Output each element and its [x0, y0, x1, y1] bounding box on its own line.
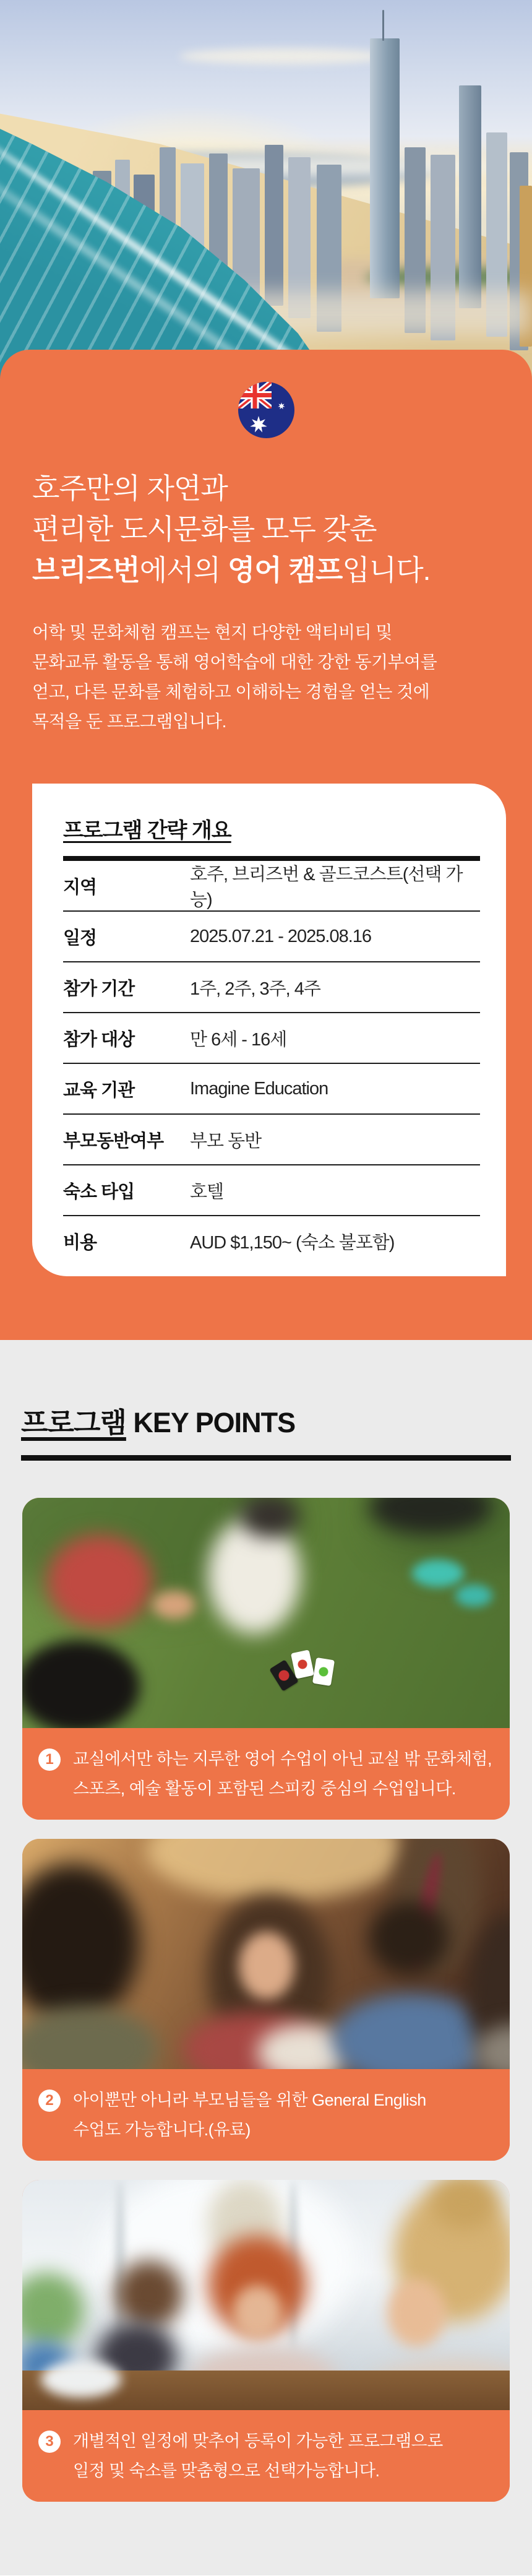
- photo-adults-study-group: [22, 1839, 510, 2069]
- intro-heading-camp: 영어 캠프: [227, 554, 343, 586]
- keypoint-card-3: [22, 2180, 510, 2502]
- keypoint-card-1: [22, 1498, 510, 1820]
- keypoint-caption-3: [22, 2410, 510, 2502]
- table-row-accommodation: 숙소 타입 호텔: [63, 1165, 480, 1216]
- hero-photo-gold-coast-skyline: [0, 0, 532, 379]
- keypoints-title-ko: 프로그램: [21, 1407, 126, 1438]
- keypoint-text-1: 교실에서만 하는 지루한 영어 수업이 아닌 교실 밖 문화체험, 스포츠, 예술 활동이 포함된 스피킹 중심의 수업입니다.: [73, 1750, 492, 1798]
- table-row-region: 지역 호주, 브리즈번 & 골드코스트(선택 가능): [63, 861, 480, 912]
- overview-title: 프로그램 간략 개요: [63, 819, 231, 842]
- program-overview-card: [32, 784, 506, 1276]
- table-row-institution: 교육 기관 Imagine Education: [63, 1064, 480, 1115]
- intro-heading-line1: 호주만의 자연과: [32, 472, 228, 504]
- table-row-dates: 일정 2025.07.21 - 2025.08.16: [63, 912, 480, 962]
- intro-paragraph: 어학 및 문화체험 캠프는 현지 다양한 액티비티 및 문화교류 활동을 통해 영어학습에 대한 강한 동기부여를 얻고, 다른 문화를 체험하고 이해하는 경험을 얻는 것에 목적을 둔 프로그램입니다.: [32, 623, 437, 731]
- keypoint-caption-1: [22, 1728, 510, 1820]
- table-row-parent-accompany: 부모동반여부 부모 동반: [63, 1115, 480, 1165]
- intro-heading-city: 브리즈번: [32, 554, 140, 586]
- keypoint-text-2: 아이뿐만 아니라 부모님들을 위한 General English 수업도 가능합니다.(유료): [73, 2091, 426, 2139]
- photo-kids-uno-on-grass: [22, 1498, 510, 1728]
- table-row-age: 참가 대상 만 6세 - 16세: [63, 1013, 480, 1064]
- table-row-duration: 참가 기간 1주, 2주, 3주, 4주: [63, 962, 480, 1013]
- intro-orange-card: [0, 350, 532, 1340]
- photo-children-classroom: [22, 2180, 510, 2410]
- table-row-cost: 비용 AUD $1,150~ (숙소 불포함): [63, 1232, 395, 1253]
- q1-tower: [370, 38, 400, 298]
- intro-heading-line2: 편리한 도시문화를 모두 갖춘: [32, 513, 377, 545]
- keypoints-divider: [21, 1455, 511, 1461]
- badge-number-1: 1: [38, 1748, 61, 1771]
- keypoints-section: [0, 1340, 532, 2575]
- badge-number-3: 3: [38, 2431, 61, 2453]
- keypoint-caption-2: [22, 2069, 510, 2161]
- q1-spire: [382, 10, 384, 41]
- keypoint-text-3: 개별적인 일정에 맞추어 등록이 가능한 프로그램으로 일정 및 숙소를 맞춤형으로 선택가능합니다.: [73, 2432, 443, 2480]
- keypoints-title-en: KEY POINTS: [126, 1407, 296, 1438]
- australia-flag-icon: [238, 350, 294, 438]
- keypoint-card-2: [22, 1839, 510, 2161]
- keypoints-title: [21, 1408, 511, 1438]
- badge-number-2: 2: [38, 2090, 61, 2112]
- hero-cloud: [179, 48, 390, 64]
- intro-heading: 호주만의 자연과 편리한 도시문화를 모두 갖춘 브리즈번에서의 영어 캠프입니다.: [32, 472, 431, 586]
